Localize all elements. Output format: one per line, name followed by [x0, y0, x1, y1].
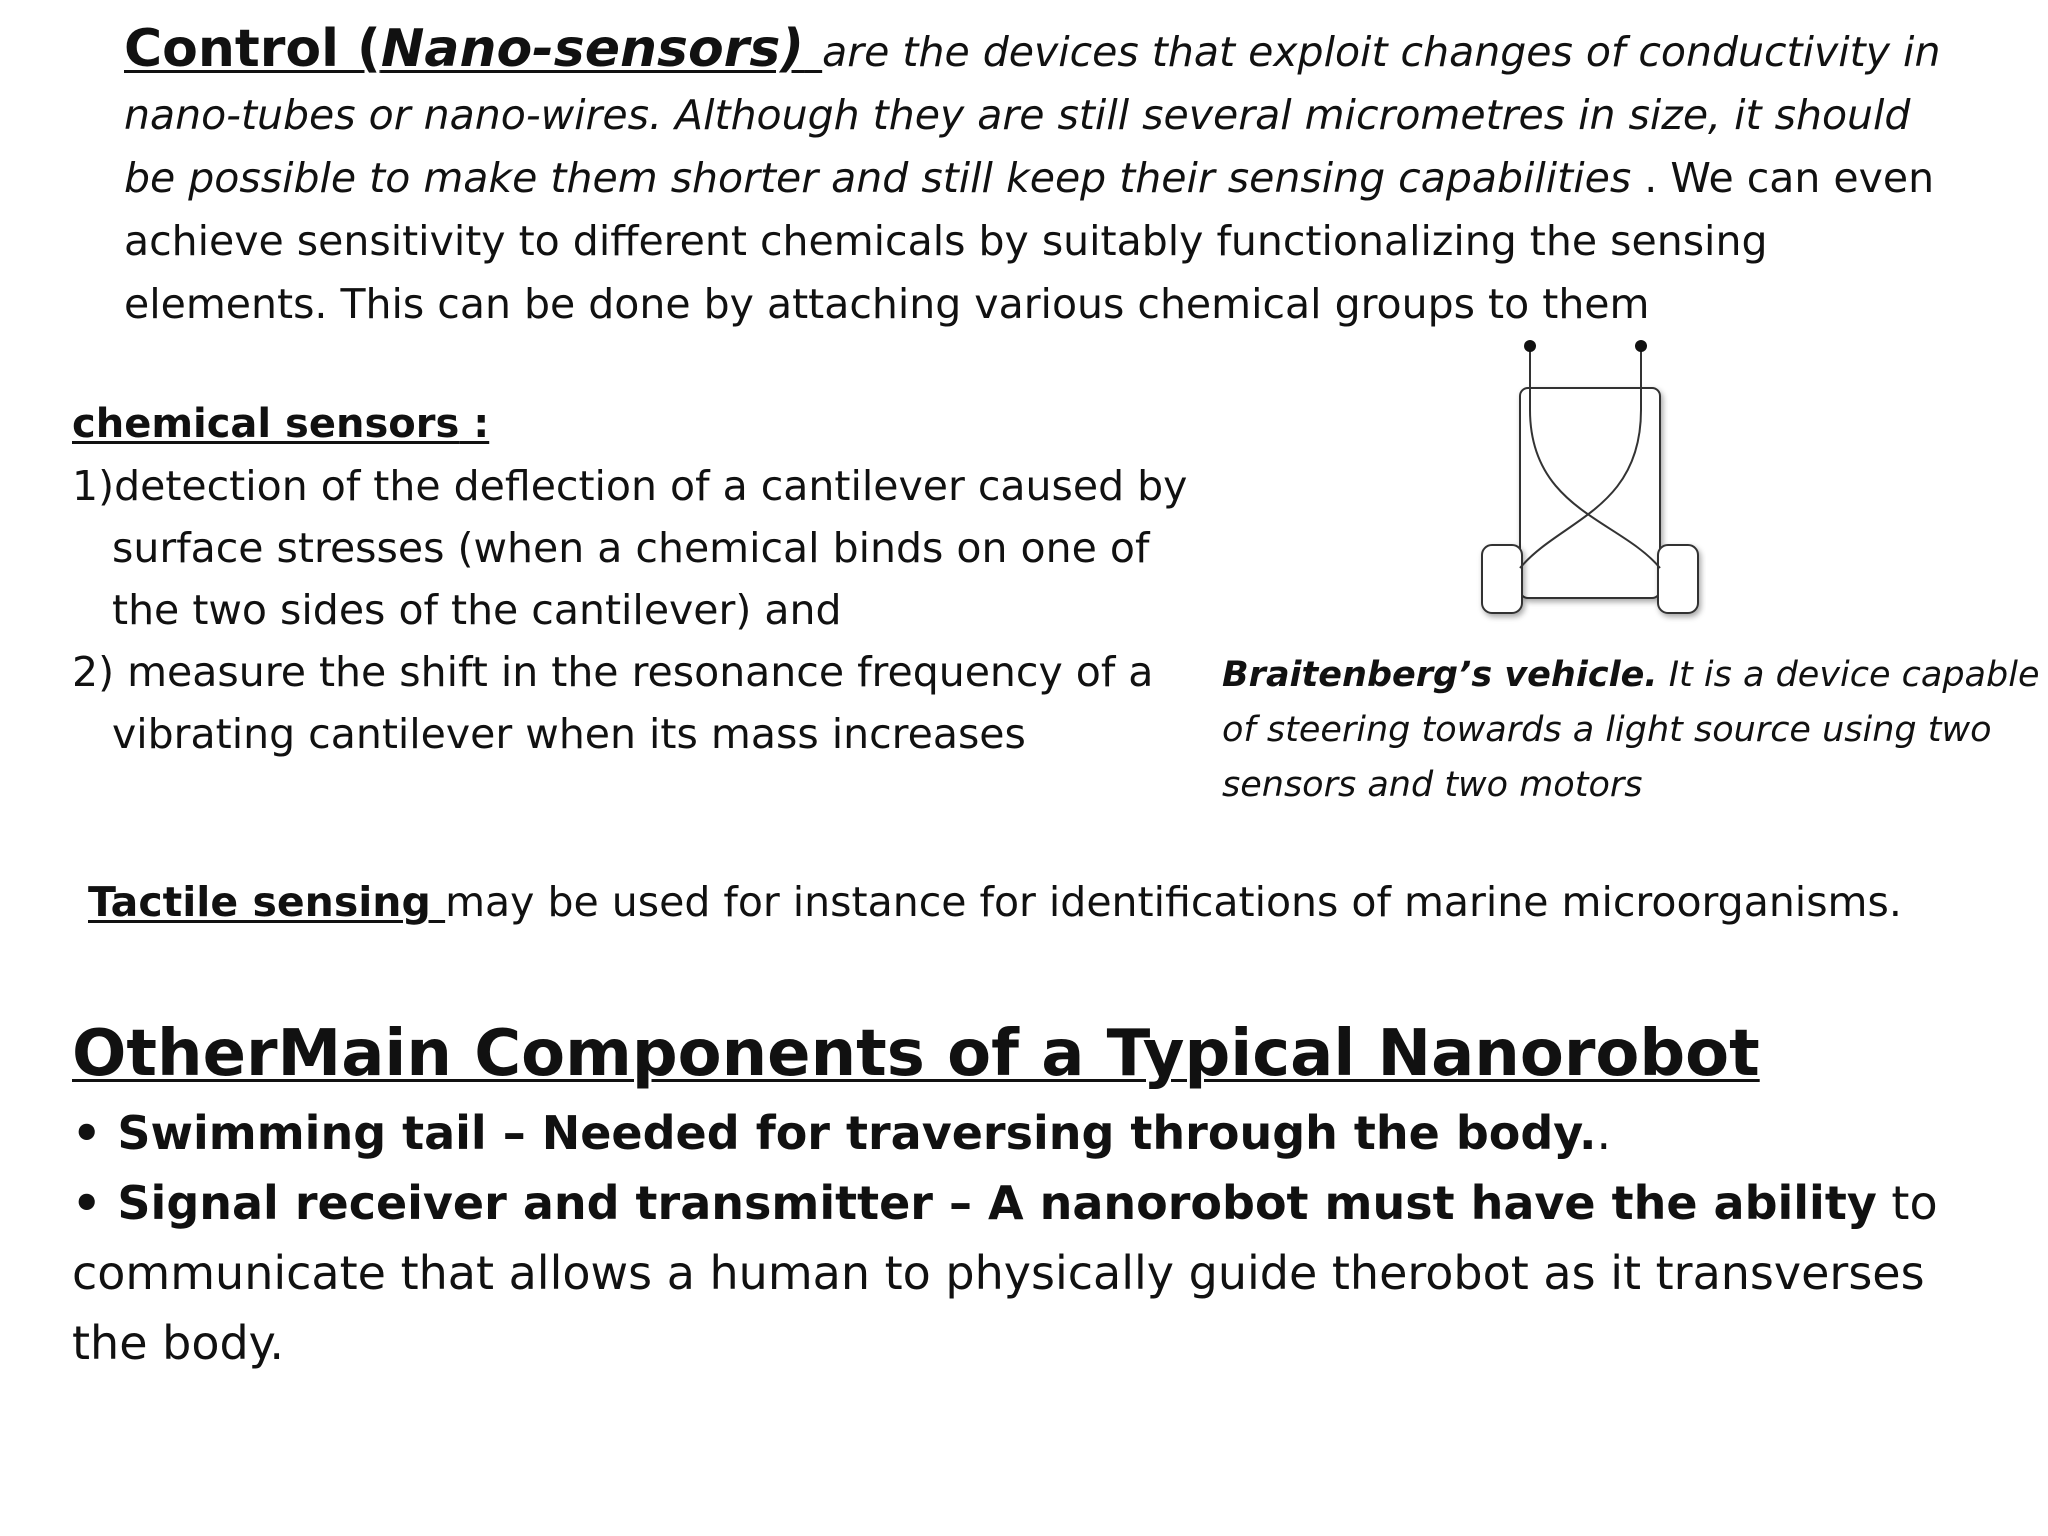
right-light-sensor: [1635, 340, 1647, 352]
intro-title: [124, 19, 822, 79]
vehicle-body: [1520, 388, 1660, 598]
chemical-sensors-heading: [72, 401, 489, 447]
components-heading: OtherMain Components of a Typical Nanorobot: [72, 1017, 1760, 1091]
braitenberg-vehicle-diagram: [1470, 330, 1710, 630]
component-bullet: [72, 1168, 1952, 1378]
left-wheel: [1482, 545, 1522, 613]
intro-plain-text: . We can even achieve sensitivity to different chemicals by suitably functionalizing the sensing elements. This can be done by attaching various chemical groups to them: [124, 154, 1935, 328]
bullet-text: .: [1596, 1106, 1612, 1160]
chemical-sensors-heading-line: [72, 392, 1222, 455]
tactile-sensing-text: may be used for instance for identifications of marine microorganisms.: [445, 878, 1902, 926]
chemical-sensors-heading-suffix: :: [459, 401, 490, 447]
chemical-sensor-item: 2) measure the shift in the resonance frequency of a vibrating cantilever when its mass increases: [72, 648, 1154, 758]
intro-italic-text: are the devices that exploit changes of conductivity in nano-tubes or nano-wires. Although they are still several micrometres in size, it should be possible to make them shorter and still keep their sensing capabilities: [124, 28, 1941, 202]
tactile-sensing-lead: Tactile sensing: [88, 878, 446, 926]
caption-bold: Braitenberg’s vehicle.: [1222, 655, 1658, 695]
intro-paragraph: [124, 18, 1944, 336]
intro-title-prefix: Control (: [124, 19, 381, 79]
chemical-sensor-item: 1)detection of the deflection of a cantilever caused by surface stresses (when a chemical binds on one of the two sides of the cantilever) and: [72, 462, 1188, 634]
left-light-sensor: [1524, 340, 1536, 352]
intro-title-italic: Nano-sensors): [380, 19, 805, 79]
bullet-bold: • Swimming tail – Needed for traversing through the body.: [72, 1106, 1597, 1160]
tactile-sensing-line: [88, 872, 1988, 932]
components-list: [72, 1098, 1952, 1378]
chemical-sensors-heading-text: chemical sensors: [72, 401, 460, 447]
caption-text: It is a device capable of steering towards a light source using two sensors and two motors: [1222, 655, 2040, 805]
bullet-bold: • Signal receiver and transmitter – A nanorobot must have the ability: [72, 1176, 1877, 1230]
vehicle-caption: [1222, 648, 2042, 813]
right-wheel: [1658, 545, 1698, 613]
chemical-sensors-section: [72, 392, 1222, 765]
bullet-text: to communicate that allows a human to physically guide therobot as it transverses the body.: [72, 1176, 1938, 1370]
component-bullet: [72, 1098, 1952, 1168]
